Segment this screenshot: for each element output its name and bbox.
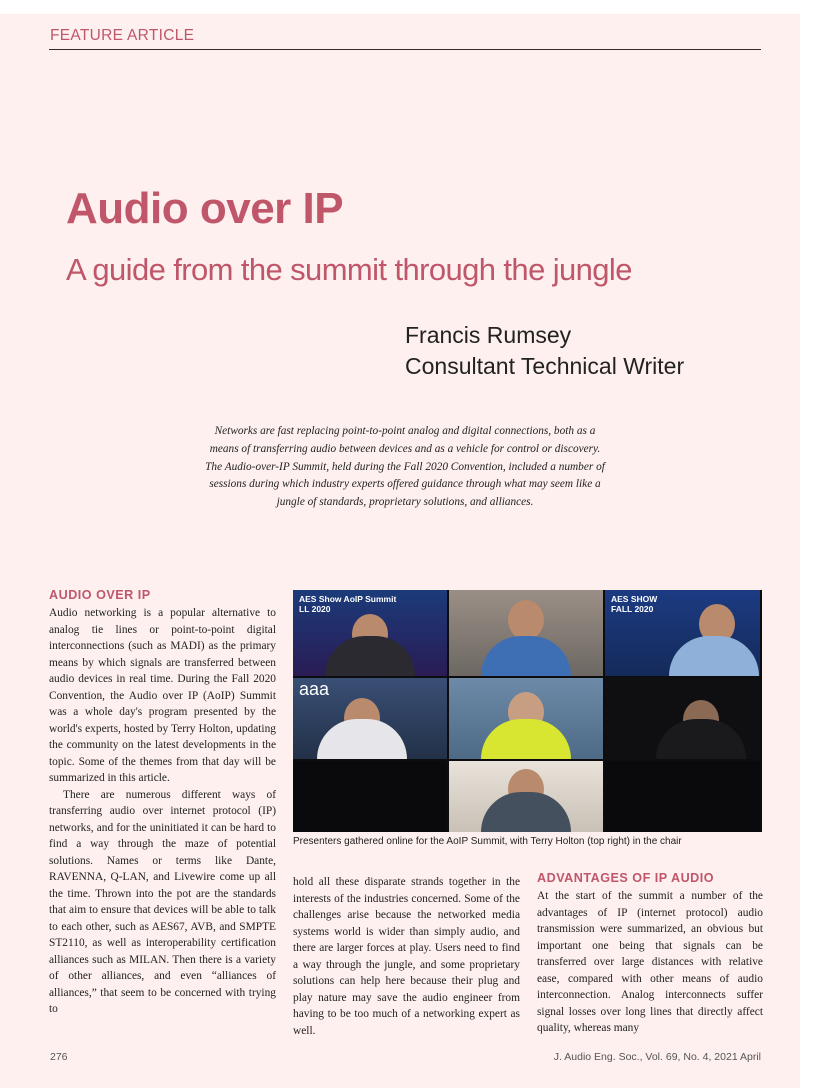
banner-text: FALL 2020 <box>611 604 654 614</box>
banner-text: AES SHOW <box>611 594 658 604</box>
presenter-body <box>481 792 571 832</box>
body-column-3 <box>537 870 763 1037</box>
article-subtitle: A guide from the summit through the jungle <box>66 252 632 287</box>
author-role: Consultant Technical Writer <box>405 353 685 379</box>
presenter-face <box>508 600 544 640</box>
presenter-body <box>481 719 571 759</box>
page <box>0 14 800 1088</box>
summit-banner <box>611 594 657 614</box>
presenter-tile <box>605 590 760 676</box>
article-title: Audio over IP <box>66 184 344 233</box>
presenter-body <box>656 719 746 759</box>
banner-text: AES Show AoIP Summit <box>299 594 397 604</box>
presenter-tile <box>293 590 447 676</box>
author-name: Francis Rumsey <box>405 322 572 348</box>
logo-text: aaa <box>299 679 330 699</box>
author-block <box>405 320 684 382</box>
empty-tile <box>293 761 447 832</box>
figure-caption: Presenters gathered online for the AoIP Summit, with Terry Holton (top right) in the chair <box>293 836 682 847</box>
body-paragraph: At the start of the summit a number of the advantages of IP (internet protocol) audio transmission were summarized, an obvious but important one being that signals can be transferred over large distances with relative ease, compared with other means of audio interconnection. Analog interconnects suffer signal losses over long lines that directly affect quality, whereas many <box>537 890 763 1034</box>
section-heading-advantages: ADVANTAGES OF IP AUDIO <box>537 871 715 885</box>
presenter-body <box>481 636 571 676</box>
presenter-body <box>669 636 759 676</box>
presenter-body <box>317 719 407 759</box>
section-label: FEATURE ARTICLE <box>50 27 195 44</box>
presenter-tile <box>605 678 760 759</box>
presenter-tile <box>449 761 603 832</box>
body-column-2 <box>293 874 520 1039</box>
body-column-1 <box>49 587 276 1018</box>
presenter-body <box>325 636 415 676</box>
header-rule <box>49 49 761 50</box>
summit-banner <box>299 594 396 614</box>
page-number: 276 <box>50 1051 68 1063</box>
banner-text: LL 2020 <box>299 604 331 614</box>
presenter-tile <box>449 678 603 759</box>
presenter-tile <box>449 590 603 676</box>
body-paragraph: There are numerous different ways of transferring audio over internet protocol (IP) networks, and for the uninitiated it can be hard to find a way through the maze of potential solutions. Names or terms like Dante, RAVENNA, Q-LAN, and Livewire come up all the time. Thrown into the pot are the standards that aim to ensure that devices will be able to talk to each other, such as AES67, AVB, and SMPTE ST2110, as well as interoperability certification alliances such as MILAN. Then there is a variety of other alliances, and even “alliances of alliances,” that seem to be concerned with trying to <box>49 788 276 1015</box>
presenter-tile <box>293 678 447 759</box>
body-paragraph: hold all these disparate strands together in the interests of the industries concerned. Some of the challenges arise because the networked media systems world is wider than simply audio, and there are larger forces at play. Users need to find a way through the jungle, and some proprietary solutions can help here because their plug and play nature may save the audio engineer from having to be too much of a networking expert as well. <box>293 876 520 1037</box>
section-heading-audio-over-ip: AUDIO OVER IP <box>49 588 151 602</box>
body-paragraph: Audio networking is a popular alternative to analog tie lines or point-to-point digital interconnections (such as MADI) as the primary means by which signals are transferred between audio devices in real time. During the Fall 2020 Convention, the Audio over IP (AoIP) Summit was a whole day's program presented by the world's experts, hosted by Terry Holton, updating the community on the latest developments in the topic. Some of the themes from that day will be summarized in this article. <box>49 607 276 784</box>
journal-reference: J. Audio Eng. Soc., Vol. 69, No. 4, 2021 April <box>553 1051 761 1063</box>
article-abstract: Networks are fast replacing point-to-point analog and digital connections, both as a means of transferring audio between devices and as a vehicle for control or discovery. The Audio-over-IP Summit, held during the Fall 2020 Convention, included a number of sessions during which industry experts offered guidance through what may seem like a jungle of standards, proprietary solutions, and alliances. <box>205 425 605 509</box>
empty-tile <box>605 761 760 832</box>
summit-photo <box>293 590 762 832</box>
